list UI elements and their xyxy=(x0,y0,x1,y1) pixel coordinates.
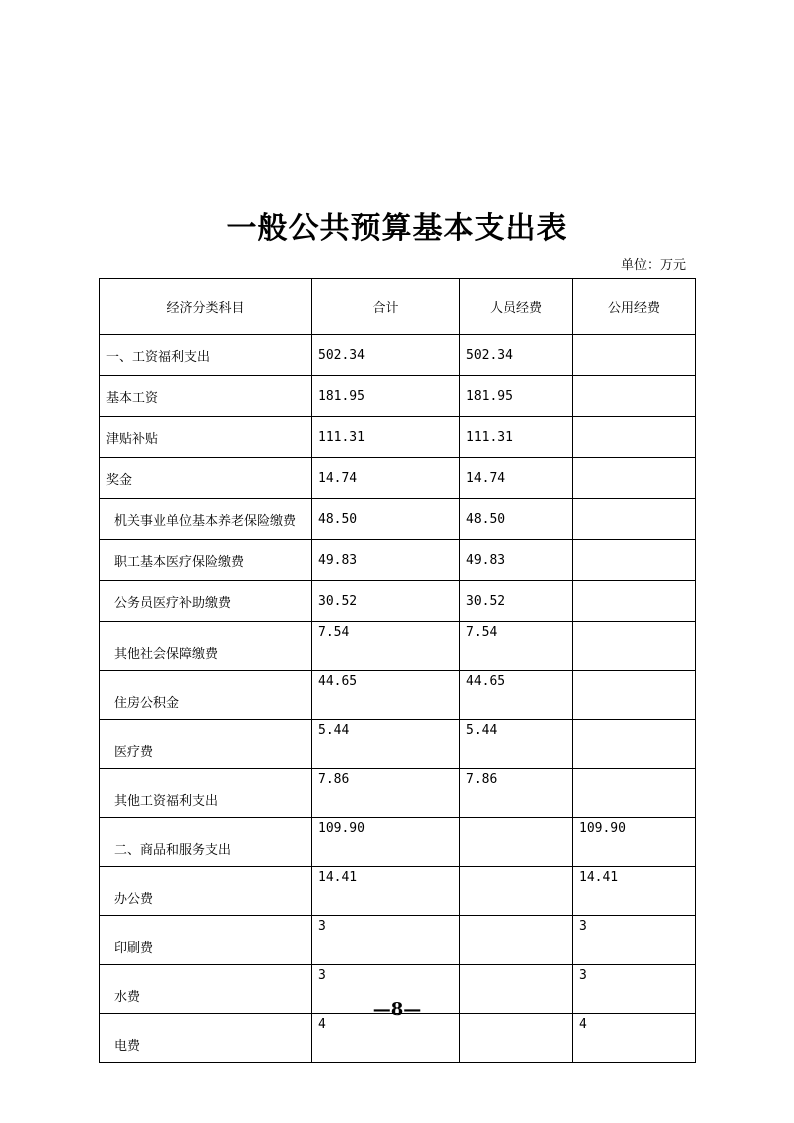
table-row xyxy=(100,671,696,720)
row-name: 住房公积金 xyxy=(100,671,312,720)
row-public xyxy=(573,458,696,499)
row-personnel: 7.86 xyxy=(460,769,573,818)
row-name: 其他社会保障缴费 xyxy=(100,622,312,671)
table-row xyxy=(100,867,696,916)
table-row xyxy=(100,417,696,458)
row-public xyxy=(573,581,696,622)
row-public: 3 xyxy=(573,965,696,1014)
row-name: 医疗费 xyxy=(100,720,312,769)
row-name: 基本工资 xyxy=(100,376,312,417)
row-personnel xyxy=(460,867,573,916)
budget-table xyxy=(99,278,696,1063)
row-personnel xyxy=(460,916,573,965)
row-public xyxy=(573,769,696,818)
row-total: 109.90 xyxy=(312,818,460,867)
row-personnel: 181.95 xyxy=(460,376,573,417)
row-total: 49.83 xyxy=(312,540,460,581)
table-row xyxy=(100,769,696,818)
row-personnel xyxy=(460,818,573,867)
row-personnel: 111.31 xyxy=(460,417,573,458)
row-total: 14.41 xyxy=(312,867,460,916)
table-row xyxy=(100,335,696,376)
row-total: 30.52 xyxy=(312,581,460,622)
row-personnel: 502.34 xyxy=(460,335,573,376)
row-total: 48.50 xyxy=(312,499,460,540)
row-public: 109.90 xyxy=(573,818,696,867)
table-row xyxy=(100,376,696,417)
row-name: 一、工资福利支出 xyxy=(100,335,312,376)
table-row xyxy=(100,622,696,671)
row-total: 502.34 xyxy=(312,335,460,376)
table-row xyxy=(100,818,696,867)
table-row xyxy=(100,581,696,622)
row-public: 3 xyxy=(573,916,696,965)
unit-label: 单位：万元 xyxy=(620,258,686,273)
row-total: 111.31 xyxy=(312,417,460,458)
row-public: 14.41 xyxy=(573,867,696,916)
row-name: 奖金 xyxy=(100,458,312,499)
row-name: 电费 xyxy=(100,1014,312,1063)
row-name: 二、商品和服务支出 xyxy=(100,818,312,867)
header-category: 经济分类科目 xyxy=(100,279,312,335)
row-name: 津贴补贴 xyxy=(100,417,312,458)
row-name: 办公费 xyxy=(100,867,312,916)
table-row xyxy=(100,720,696,769)
row-personnel: 49.83 xyxy=(460,540,573,581)
row-personnel: 44.65 xyxy=(460,671,573,720)
row-public xyxy=(573,376,696,417)
table-row xyxy=(100,458,696,499)
table-header-row xyxy=(100,279,696,335)
table-row xyxy=(100,499,696,540)
row-public xyxy=(573,671,696,720)
row-name: 其他工资福利支出 xyxy=(100,769,312,818)
row-total: 7.54 xyxy=(312,622,460,671)
row-public xyxy=(573,417,696,458)
row-total: 44.65 xyxy=(312,671,460,720)
row-total: 3 xyxy=(312,965,460,1014)
row-public xyxy=(573,720,696,769)
row-personnel: 48.50 xyxy=(460,499,573,540)
row-public xyxy=(573,335,696,376)
row-name: 印刷费 xyxy=(100,916,312,965)
row-total: 5.44 xyxy=(312,720,460,769)
row-total: 181.95 xyxy=(312,376,460,417)
table-row xyxy=(100,540,696,581)
header-public: 公用经费 xyxy=(573,279,696,335)
row-name: 水费 xyxy=(100,965,312,1014)
document-title: 一般公共预算基本支出表 xyxy=(226,211,568,246)
row-name: 机关事业单位基本养老保险缴费 xyxy=(100,499,312,540)
row-personnel: 5.44 xyxy=(460,720,573,769)
row-public: 4 xyxy=(573,1014,696,1063)
row-name: 职工基本医疗保险缴费 xyxy=(100,540,312,581)
row-total: 4 xyxy=(312,1014,460,1063)
row-personnel: 14.74 xyxy=(460,458,573,499)
row-total: 7.86 xyxy=(312,769,460,818)
row-personnel: 30.52 xyxy=(460,581,573,622)
row-public xyxy=(573,499,696,540)
row-total: 3 xyxy=(312,916,460,965)
row-total: 14.74 xyxy=(312,458,460,499)
header-total: 合计 xyxy=(312,279,460,335)
header-personnel: 人员经费 xyxy=(460,279,573,335)
page-number: —8— xyxy=(372,999,422,1020)
row-personnel: 7.54 xyxy=(460,622,573,671)
row-public xyxy=(573,540,696,581)
row-public xyxy=(573,622,696,671)
row-name: 公务员医疗补助缴费 xyxy=(100,581,312,622)
table-row xyxy=(100,916,696,965)
